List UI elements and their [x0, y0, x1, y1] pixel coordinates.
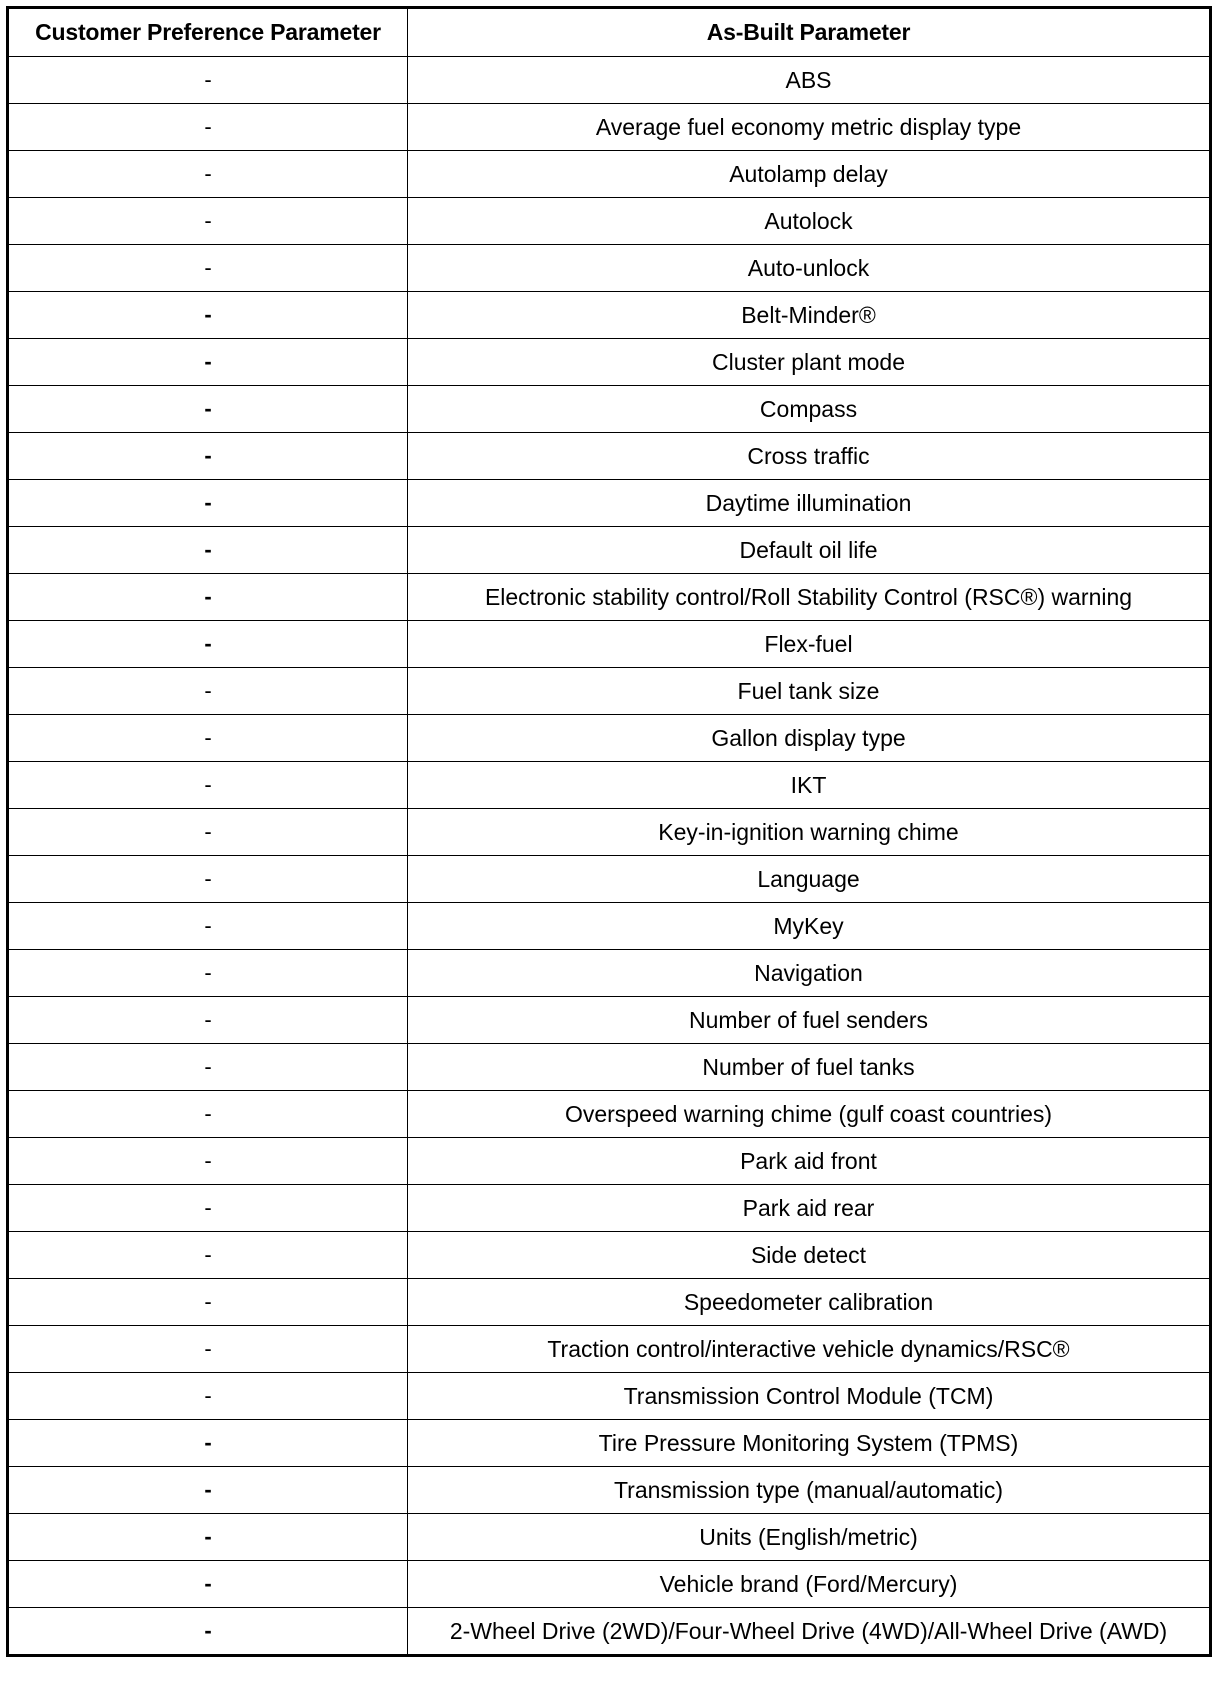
as-built-parameter-cell: ABS: [408, 57, 1211, 104]
customer-preference-cell: -: [8, 1044, 408, 1091]
customer-preference-cell: -: [8, 715, 408, 762]
as-built-parameter-cell: Number of fuel senders: [408, 997, 1211, 1044]
customer-preference-cell: -: [8, 1138, 408, 1185]
as-built-parameter-cell: Park aid rear: [408, 1185, 1211, 1232]
customer-preference-cell: -: [8, 621, 408, 668]
customer-preference-cell: -: [8, 527, 408, 574]
customer-preference-cell: -: [8, 1232, 408, 1279]
customer-preference-cell: -: [8, 1279, 408, 1326]
customer-preference-cell: -: [8, 292, 408, 339]
table-row: [8, 151, 1211, 198]
customer-preference-cell: -: [8, 198, 408, 245]
as-built-parameter-cell: IKT: [408, 762, 1211, 809]
customer-preference-cell: -: [8, 574, 408, 621]
as-built-parameter-cell: Side detect: [408, 1232, 1211, 1279]
customer-preference-cell: -: [8, 903, 408, 950]
table-row: [8, 292, 1211, 339]
table-body: [8, 57, 1211, 1656]
customer-preference-cell: -: [8, 1608, 408, 1656]
parameter-table: [6, 6, 1212, 1657]
table-row: [8, 1373, 1211, 1420]
table-row: [8, 1326, 1211, 1373]
customer-preference-cell: -: [8, 856, 408, 903]
customer-preference-cell: -: [8, 762, 408, 809]
as-built-parameter-cell: Flex-fuel: [408, 621, 1211, 668]
as-built-parameter-cell: Cross traffic: [408, 433, 1211, 480]
as-built-parameter-cell: Tire Pressure Monitoring System (TPMS): [408, 1420, 1211, 1467]
customer-preference-cell: -: [8, 104, 408, 151]
customer-preference-cell: -: [8, 1561, 408, 1608]
table-row: [8, 433, 1211, 480]
as-built-parameter-cell: Language: [408, 856, 1211, 903]
customer-preference-cell: -: [8, 1420, 408, 1467]
table-row: [8, 104, 1211, 151]
as-built-parameter-cell: Units (English/metric): [408, 1514, 1211, 1561]
as-built-parameter-cell: Speedometer calibration: [408, 1279, 1211, 1326]
customer-preference-cell: -: [8, 668, 408, 715]
table-row: [8, 1467, 1211, 1514]
table-row: [8, 1420, 1211, 1467]
customer-preference-cell: -: [8, 151, 408, 198]
table-row: [8, 1561, 1211, 1608]
table-header-row: [8, 8, 1211, 57]
table-row: [8, 1608, 1211, 1656]
customer-preference-cell: -: [8, 1185, 408, 1232]
customer-preference-cell: -: [8, 1373, 408, 1420]
customer-preference-cell: -: [8, 1467, 408, 1514]
table-row: [8, 527, 1211, 574]
as-built-parameter-cell: Electronic stability control/Roll Stability Control (RSC®) warning: [408, 574, 1211, 621]
table-row: [8, 1279, 1211, 1326]
customer-preference-cell: -: [8, 809, 408, 856]
table-row: [8, 198, 1211, 245]
table-row: [8, 715, 1211, 762]
as-built-parameter-cell: Transmission Control Module (TCM): [408, 1373, 1211, 1420]
table-row: [8, 856, 1211, 903]
parameter-table-container: [6, 6, 1209, 1657]
as-built-parameter-cell: Navigation: [408, 950, 1211, 997]
as-built-parameter-cell: Fuel tank size: [408, 668, 1211, 715]
table-row: [8, 1185, 1211, 1232]
as-built-parameter-cell: MyKey: [408, 903, 1211, 950]
as-built-parameter-cell: Overspeed warning chime (gulf coast countries): [408, 1091, 1211, 1138]
table-row: [8, 997, 1211, 1044]
as-built-parameter-cell: Park aid front: [408, 1138, 1211, 1185]
table-row: [8, 1091, 1211, 1138]
customer-preference-cell: -: [8, 950, 408, 997]
customer-preference-cell: -: [8, 1514, 408, 1561]
table-row: [8, 1138, 1211, 1185]
table-row: [8, 480, 1211, 527]
as-built-parameter-cell: Autolock: [408, 198, 1211, 245]
table-row: [8, 574, 1211, 621]
customer-preference-cell: -: [8, 57, 408, 104]
as-built-parameter-cell: Gallon display type: [408, 715, 1211, 762]
table-row: [8, 762, 1211, 809]
table-row: [8, 1044, 1211, 1091]
customer-preference-cell: -: [8, 1326, 408, 1373]
table-row: [8, 950, 1211, 997]
as-built-parameter-cell: 2-Wheel Drive (2WD)/Four-Wheel Drive (4WD)/All-Wheel Drive (AWD): [408, 1608, 1211, 1656]
table-row: [8, 903, 1211, 950]
as-built-parameter-cell: Compass: [408, 386, 1211, 433]
table-row: [8, 668, 1211, 715]
as-built-parameter-cell: Traction control/interactive vehicle dynamics/RSC®: [408, 1326, 1211, 1373]
as-built-parameter-cell: Default oil life: [408, 527, 1211, 574]
as-built-parameter-cell: Vehicle brand (Ford/Mercury): [408, 1561, 1211, 1608]
table-row: [8, 1232, 1211, 1279]
as-built-parameter-cell: Daytime illumination: [408, 480, 1211, 527]
table-row: [8, 57, 1211, 104]
table-row: [8, 386, 1211, 433]
as-built-parameter-cell: Number of fuel tanks: [408, 1044, 1211, 1091]
table-row: [8, 339, 1211, 386]
table-row: [8, 621, 1211, 668]
as-built-parameter-cell: Auto-unlock: [408, 245, 1211, 292]
customer-preference-cell: -: [8, 339, 408, 386]
customer-preference-cell: -: [8, 386, 408, 433]
as-built-parameter-cell: Belt-Minder®: [408, 292, 1211, 339]
as-built-parameter-cell: Average fuel economy metric display type: [408, 104, 1211, 151]
table-row: [8, 809, 1211, 856]
header-customer-preference: Customer Preference Parameter: [8, 8, 408, 57]
customer-preference-cell: -: [8, 433, 408, 480]
table-row: [8, 245, 1211, 292]
as-built-parameter-cell: Autolamp delay: [408, 151, 1211, 198]
customer-preference-cell: -: [8, 997, 408, 1044]
as-built-parameter-cell: Transmission type (manual/automatic): [408, 1467, 1211, 1514]
customer-preference-cell: -: [8, 480, 408, 527]
header-as-built: As-Built Parameter: [408, 8, 1211, 57]
customer-preference-cell: -: [8, 245, 408, 292]
as-built-parameter-cell: Cluster plant mode: [408, 339, 1211, 386]
table-row: [8, 1514, 1211, 1561]
customer-preference-cell: -: [8, 1091, 408, 1138]
as-built-parameter-cell: Key-in-ignition warning chime: [408, 809, 1211, 856]
